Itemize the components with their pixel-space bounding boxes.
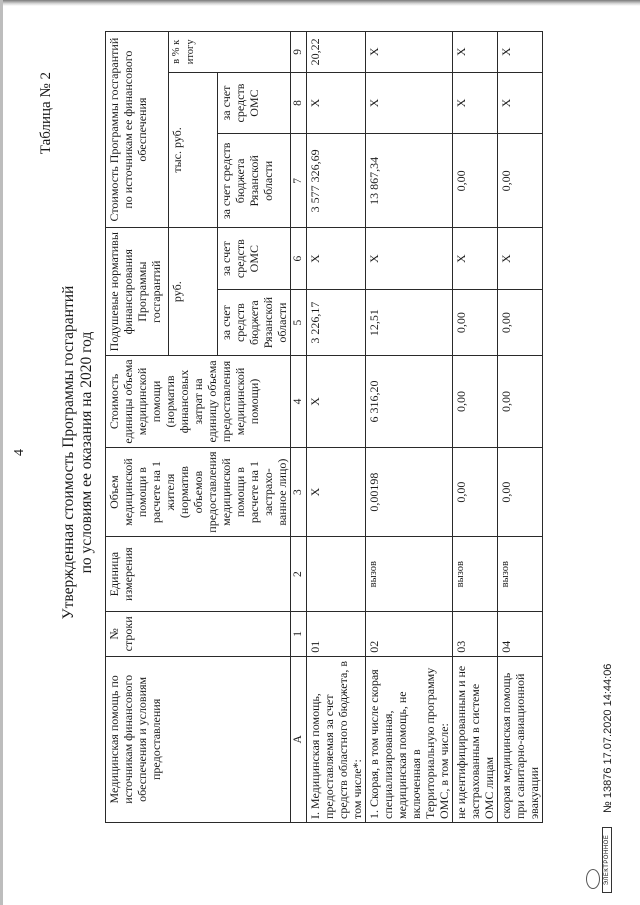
row-unit-cost: Х xyxy=(307,356,366,448)
row-percent: 20,22 xyxy=(307,32,366,73)
row-volume: 0,00198 xyxy=(366,447,453,537)
row-budget-cost: 13 867,34 xyxy=(366,134,453,228)
row-budget-per-capita: 12,51 xyxy=(366,290,453,356)
row-percent: Х xyxy=(453,32,498,73)
row-oms-cost: Х xyxy=(307,72,366,134)
header-unit: Единица измерения xyxy=(106,537,291,612)
row-budget-per-capita: 0,00 xyxy=(453,290,498,356)
registration-number: № 13876 17.07.2020 14:44:06 xyxy=(602,663,614,813)
row-budget-cost: 0,00 xyxy=(453,134,498,228)
table-label: Таблица № 2 xyxy=(38,72,54,155)
row-oms-per-capita: Х xyxy=(366,228,453,290)
row-name: не идентифицированным и не застрахованным в системе ОМС лицам xyxy=(453,656,498,822)
col-number: 7 xyxy=(291,134,307,228)
row-unit: вызов xyxy=(498,537,543,612)
row-volume: 0,00 xyxy=(453,447,498,537)
row-no: 02 xyxy=(366,611,453,656)
row-no: 01 xyxy=(307,611,366,656)
header-cost-group: Стоимость Программы госгарантий по источникам ее финансового обеспечения xyxy=(106,32,169,228)
col-number: 9 xyxy=(291,32,307,73)
row-oms-per-capita: Х xyxy=(498,228,543,290)
header-volume: Объем медицинской помощи в расчете на 1 жителя (норматив объемов предоставления медицинской помощи в расчете на 1 застрахо-ванное лицо) xyxy=(106,447,291,537)
title-line-2: по условиям ее оказания на 2020 год xyxy=(78,331,95,574)
row-name: 1. Скорая, в том числе скорая специализированная, медицинская помощь, не включенная в Территориальную программу ОМС, в том числе: xyxy=(366,656,453,822)
header-unit-thousand: тыс. руб. xyxy=(169,72,218,228)
table-row xyxy=(307,32,366,823)
table-row xyxy=(366,32,453,823)
col-number: 8 xyxy=(291,72,307,134)
row-volume: Х xyxy=(307,447,366,537)
row-unit: вызов xyxy=(453,537,498,612)
signature-mark xyxy=(586,869,600,889)
col-number: 1 xyxy=(291,611,307,656)
row-budget-per-capita: 0,00 xyxy=(498,290,543,356)
header-percent: в % к итогу xyxy=(169,32,291,73)
row-oms-cost: Х xyxy=(366,72,453,134)
header-budget-cost: за счет средств бюджета Рязанской области xyxy=(218,134,291,228)
row-no: 04 xyxy=(498,611,543,656)
document-title xyxy=(60,0,96,905)
row-no: 03 xyxy=(453,611,498,656)
row-oms-cost: Х xyxy=(498,72,543,134)
row-unit: вызов xyxy=(366,537,453,612)
row-unit-cost: 0,00 xyxy=(453,356,498,448)
col-number: 6 xyxy=(291,228,307,290)
row-unit-cost: 6 316,20 xyxy=(366,356,453,448)
electronic-signature-stamp xyxy=(586,827,628,893)
title-line-1: Утвержденная стоимость Программы госгарантий xyxy=(60,285,77,620)
row-volume: 0,00 xyxy=(498,447,543,537)
header-budget-per-capita: за счет средств бюджета Рязанской области xyxy=(218,290,291,356)
row-budget-cost: 0,00 xyxy=(498,134,543,228)
table-row xyxy=(453,32,498,823)
page-number: 4 xyxy=(12,449,27,456)
row-unit-cost: 0,00 xyxy=(498,356,543,448)
row-percent: Х xyxy=(366,32,453,73)
row-unit xyxy=(307,537,366,612)
header-row-no: № строки xyxy=(106,611,291,656)
row-oms-cost: Х xyxy=(453,72,498,134)
row-percent: Х xyxy=(498,32,543,73)
row-name: скорая медицинская помощь при санитарно-авиационной эвакуации xyxy=(498,656,543,822)
row-oms-per-capita: Х xyxy=(453,228,498,290)
header-unit-rub: руб. xyxy=(169,228,218,356)
header-service: Медицинская помощь по источникам финансового обеспечения и условиям предоставления xyxy=(106,656,291,822)
col-number: 2 xyxy=(291,537,307,612)
cost-table xyxy=(105,31,543,823)
header-oms-cost: за счет средств ОМС xyxy=(218,72,291,134)
header-unit-cost: Стоимость единицы объема медицинской помощи (норматив финансовых затрат на единицу объема предоставления медицинской помощи) xyxy=(106,356,291,448)
row-budget-per-capita: 3 226,17 xyxy=(307,290,366,356)
row-name: I. Медицинская помощь, предоставляемая за счет средств областного бюджета, в том числе*: xyxy=(307,656,366,822)
header-per-capita-group: Подушевые нормативы финансирования Программы госгарантий xyxy=(106,228,169,356)
row-oms-per-capita: Х xyxy=(307,228,366,290)
column-number-row xyxy=(291,32,307,823)
col-number: 5 xyxy=(291,290,307,356)
col-number: А xyxy=(291,656,307,822)
col-number: 4 xyxy=(291,356,307,448)
col-number: 3 xyxy=(291,447,307,537)
table-row xyxy=(498,32,543,823)
header-oms-per-capita: за счет средств ОМС xyxy=(218,228,291,290)
row-budget-cost: 3 577 326,69 xyxy=(307,134,366,228)
stamp-label: ЭЛЕКТРОННОЕ xyxy=(602,827,612,893)
